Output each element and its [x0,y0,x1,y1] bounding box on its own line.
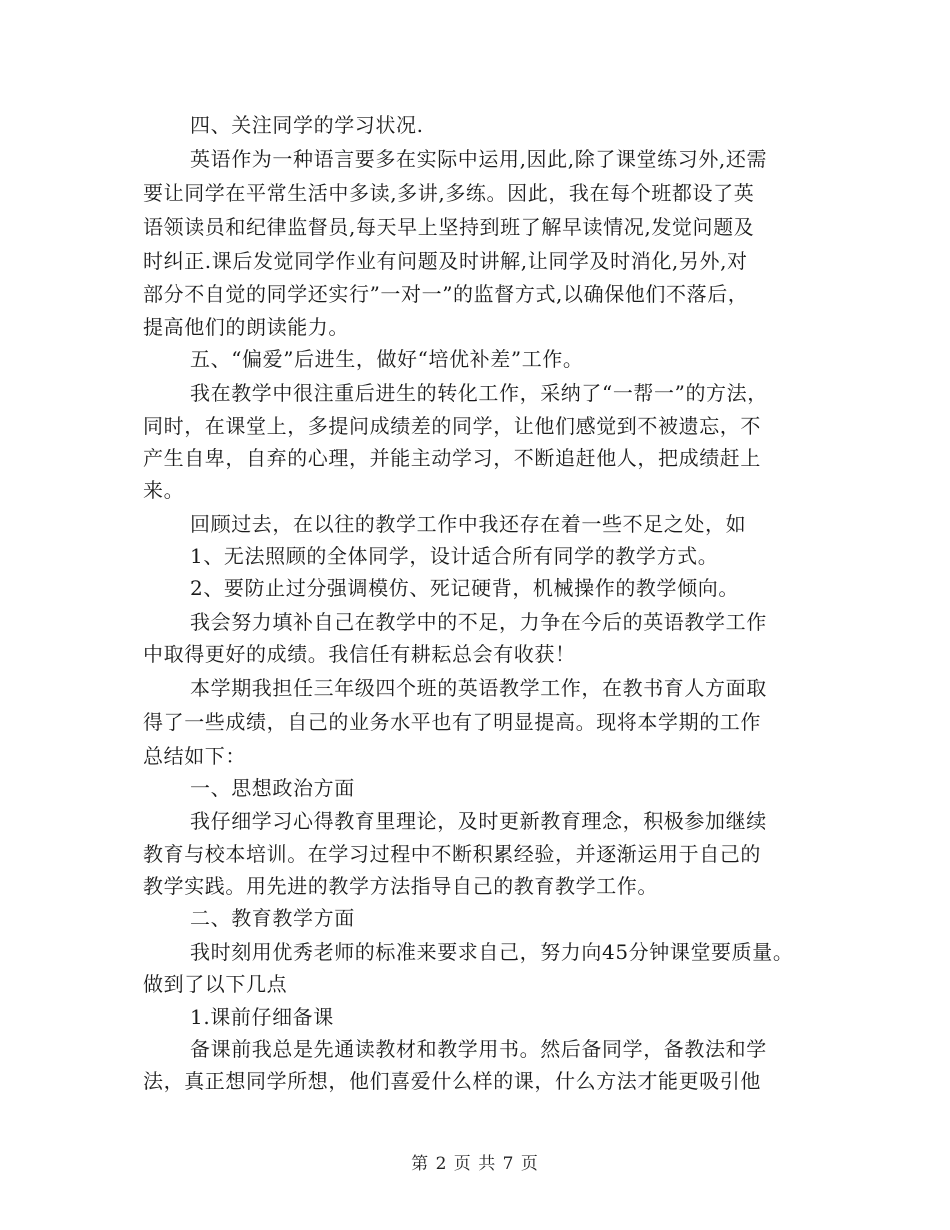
text-line: 四、关注同学的学习状况. [190,113,424,137]
text-line: 我时刻用优秀老师的标准来要求自己，努力向45分钟课堂要质量。 [190,940,794,964]
text-line: 教育与校本培训。在学习过程中不断积累经验，并逐渐运用于自己的 [143,842,761,866]
text-line: 回顾过去，在以往的教学工作中我还存在着一些不足之处，如 [190,512,747,536]
text-line: 时纠正.课后发觉同学作业有问题及时讲解,让同学及时消化,另外,对 [143,249,748,273]
text-line: 五、“偏爱”后进生，做好“培优补差”工作。 [190,347,584,371]
text-line: 一、思想政治方面 [190,776,355,800]
text-line: 中取得更好的成绩。我信任有耕耘总会有收获！ [143,642,576,666]
text-line: 法，真正想同学所想，他们喜爱什么样的课，什么方法才能更吸引他 [143,1069,761,1093]
text-line: 提高他们的朗读能力。 [143,315,349,339]
text-line: 总结如下： [143,744,246,768]
text-line: 二、教育教学方面 [190,906,355,930]
text-line: 同时，在课堂上，多提问成绩差的同学，让他们感觉到不被遗忘，不 [143,414,761,438]
text-line: 1、无法照顾的全体同学，设计适合所有同学的教学方式。 [190,544,719,568]
text-line: 产生自卑，自弃的心理，并能主动学习，不断追赶他人，把成绩赶上 [143,446,761,470]
text-line: 我仔细学习心得教育里理论，及时更新教育理念，积极参加继续 [190,809,767,833]
text-line: 我在教学中很注重后进生的转化工作，采纳了“一帮一”的方法， [190,381,768,405]
text-line: 得了一些成绩，自己的业务水平也有了明显提高。现将本学期的工作 [143,710,761,734]
text-line: 备课前我总是先通读教材和教学用书。然后备同学，备教法和学 [190,1037,767,1061]
text-line: 教学实践。用先进的教学方法指导自己的教育教学工作。 [143,874,658,898]
text-line: 要让同学在平常生活中多读,多讲,多练。因此，我在每个班都设了英 [143,181,755,205]
text-line: 英语作为一种语言要多在实际中运用,因此,除了课堂练习外,还需 [190,147,768,171]
page-number-footer: 第 2 页 共 7 页 [411,1154,539,1174]
text-line: 部分不自觉的同学还实行”一对一”的监督方式,以确保他们不落后， [143,282,749,306]
text-line: 2、要防止过分强调模仿、死记硬背，机械操作的教学倾向。 [190,576,739,600]
text-line: 来。 [143,478,185,502]
text-line: 1.课前仔细备课 [190,1005,334,1029]
text-line: 语领读员和纪律监督员,每天早上坚持到班了解早读情况,发觉问题及 [143,215,755,239]
text-line: 我会努力填补自己在教学中的不足，力争在今后的英语教学工作 [190,610,767,634]
text-line: 本学期我担任三年级四个班的英语教学工作，在教书育人方面取 [190,676,767,700]
text-line: 做到了以下几点 [143,972,288,996]
